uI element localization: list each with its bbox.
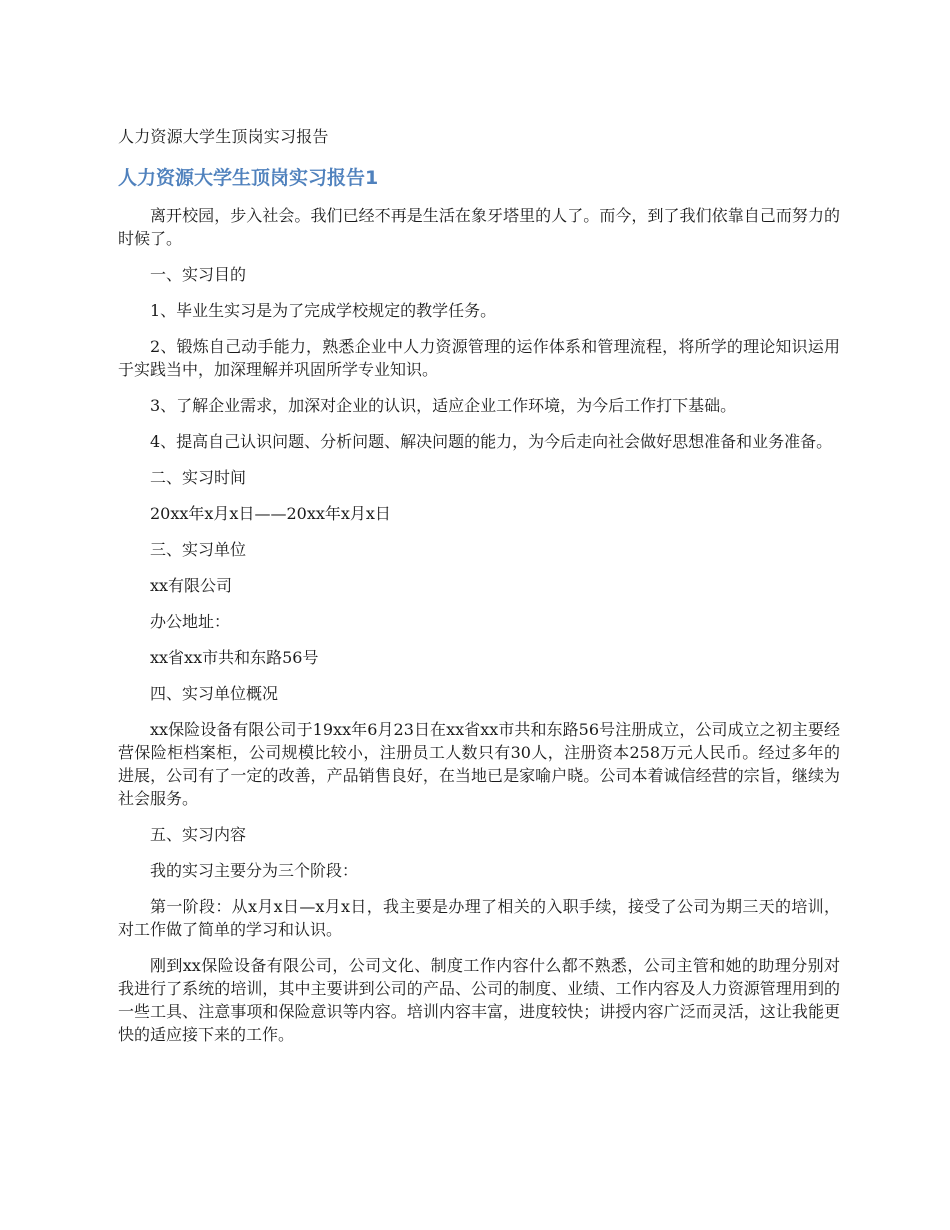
- purpose-item-4: 4、提高自己认识问题、分析问题、解决问题的能力，为今后走向社会做好思想准备和业务准备。: [150, 432, 833, 451]
- document-body: [118, 204, 840, 1059]
- section-heading-unit: 三、实习单位: [150, 540, 247, 559]
- address-value: xx省xx市共和东路56号: [150, 648, 319, 667]
- company-overview: xx保险设备有限公司于19xx年6月23日在xx省xx市共和东路56号注册成立，公司成立之初主要经营保险柜档案柜，公司规模比较小，注册员工人数只有30人，注册资本258万元人民币。经过多年的进展，公司有了一定的改善，产品销售良好，在当地已是家喻户晓。公司本着诚信经营的宗旨，继续为社会服务。: [118, 720, 840, 808]
- section-heading-overview: 四、实习单位概况: [150, 684, 279, 703]
- address-label: 办公地址：: [150, 612, 231, 631]
- stages-intro: 我的实习主要分为三个阶段：: [150, 861, 359, 880]
- company-name: xx有限公司: [150, 576, 233, 595]
- training-paragraph: 刚到xx保险设备有限公司，公司文化、制度工作内容什么都不熟悉，公司主管和她的助理分别对我进行了系统的培训，其中主要讲到公司的产品、公司的制度、业绩、工作内容及人力资源管理用到的一些工具、注意事项和保险意识等内容。培训内容丰富，进度较快；讲授内容广泛而灵活，这让我能更快的适应接下来的工作。: [118, 956, 840, 1044]
- section-heading-content: 五、实习内容: [150, 825, 247, 844]
- section-heading: 人力资源大学生顶岗实习报告1: [118, 167, 379, 189]
- document-title: 人力资源大学生顶岗实习报告: [118, 127, 329, 146]
- section-heading-purpose: 一、实习目的: [150, 265, 247, 284]
- purpose-item-2: 2、锻炼自己动手能力，熟悉企业中人力资源管理的运作体系和管理流程，将所学的理论知识运用于实践当中，加深理解并巩固所学专业知识。: [118, 337, 840, 379]
- internship-dates: 20xx年x月x日——20xx年x月x日: [150, 504, 391, 523]
- purpose-item-3: 3、了解企业需求，加深对企业的认识，适应企业工作环境，为今后工作打下基础。: [150, 396, 737, 415]
- stage-one: 第一阶段：从x月x日—x月x日，我主要是办理了相关的入职手续，接受了公司为期三天的培训，对工作做了简单的学习和认识。: [118, 897, 840, 939]
- intro-paragraph: 离开校园，步入社会。我们已经不再是生活在象牙塔里的人了。而今，到了我们依靠自己而努力的时候了。: [118, 206, 840, 248]
- section-heading-time: 二、实习时间: [150, 468, 247, 487]
- purpose-item-1: 1、毕业生实习是为了完成学校规定的教学任务。: [150, 301, 497, 320]
